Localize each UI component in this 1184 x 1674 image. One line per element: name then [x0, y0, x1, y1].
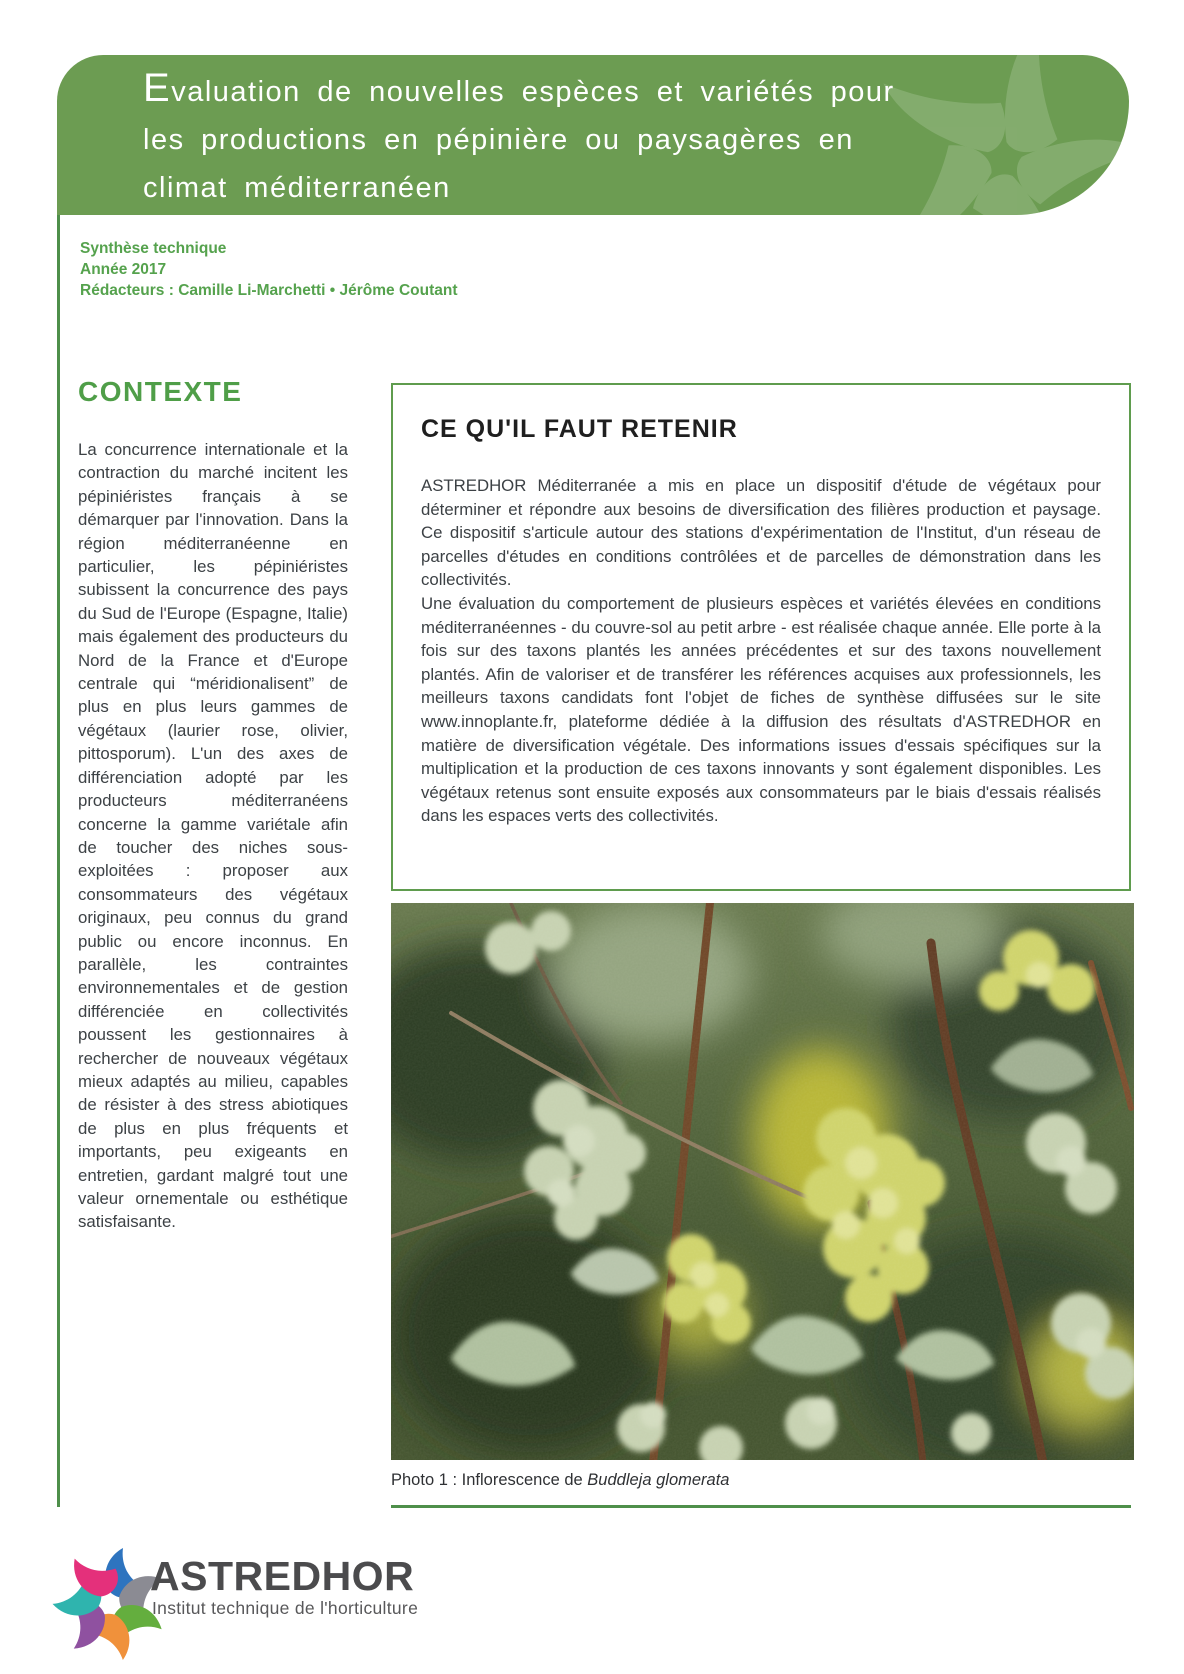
photo-caption	[391, 1471, 1131, 1490]
title-line-3: climat méditerranéen	[143, 172, 451, 204]
document-meta	[80, 238, 680, 301]
photo-caption-species: Buddleja glomerata	[587, 1471, 730, 1489]
plant-photo-illustration	[391, 903, 1134, 1460]
title-line-1: Evaluation de nouvelles espèces et variétés pour	[143, 66, 895, 110]
logo-wordmark: ASTREDHOR	[150, 1553, 415, 1599]
left-vertical-rule	[57, 215, 60, 1507]
key-points-paragraph-2: Une évaluation du comportement de plusieurs espèces et variétés élevées en conditions méditerranéennes - du couvre-sol au petit arbre - est réalisée chaque année. Elle porte à la fois sur des taxons plantés les années précédentes et sur des taxons nouvellement plantés. Afin de valoriser et de transférer les références acquises aux professionnels, les meilleurs taxons candidats font l'objet de fiches de synthèse diffusées sur le site www.innoplante.fr, plateforme dédiée à la diffusion des résultats d'ASTREDHOR en matière de diversification végétale. Des informations issues d'essais spécifiques sur la multiplication et la production de ces taxons innovants y sont également disponibles. Les végétaux retenus sont ensuite exposés aux consommateurs par le biais d'essais réalisés dans les espaces verts des collectivités.	[421, 593, 1101, 826]
meta-authors: Rédacteurs : Camille Li-Marchetti • Jérôme Coutant	[80, 282, 458, 299]
key-points-text	[421, 474, 1101, 828]
context-heading: CONTEXTE	[78, 376, 243, 407]
title-banner	[57, 55, 1129, 215]
bottom-horizontal-rule	[391, 1505, 1131, 1508]
key-points-paragraph-1: ASTREDHOR Méditerranée a mis en place un dispositif d'étude de végétaux pour déterminer et répondre aux besoins de diversification des filières production et paysage. Ce dispositif s'articule autour des stations d'expérimentation de l'Institut, d'un réseau de parcelles d'études en conditions contrôlées et de parcelles de démonstration dans les collectivités.	[421, 476, 1101, 590]
meta-doc-type: Synthèse technique	[80, 240, 227, 257]
photo-caption-prefix: Photo 1 : Inflorescence de	[391, 1471, 588, 1489]
key-points-heading: CE QU'IL FAUT RETENIR	[421, 415, 738, 443]
key-points-box	[391, 383, 1131, 891]
photo-buddleja-glomerata	[391, 903, 1134, 1460]
document-title	[143, 64, 979, 212]
context-paragraph: La concurrence internationale et la contraction du marché incitent les pépiniéristes français à se démarquer par l'innovation. Dans la région méditerranéenne en particulier, les pépiniéristes subissent la concurrence des pays du Sud de l'Europe (Espagne, Italie) mais également des producteurs du Nord de la France et d'Europe centrale qui “méridionalisent” de plus en plus leurs gammes de végétaux (laurier rose, olivier, pittosporum). L'un des axes de différenciation adopté par les producteurs méditerranéens concerne la gamme variétale afin de toucher des niches sous-exploitées : proposer aux consommateurs des végétaux originaux, peu connus du grand public ou encore inconnus. En parallèle, les contraintes environnementales et de gestion différenciée en collectivités poussent les gestionnaires à rechercher de nouveaux végétaux mieux adaptés au milieu, capables de résister à des stress abiotiques de plus en plus fréquents et importants, peu exigeants en entretien, gardant malgré tout une valeur ornementale ou esthétique satisfaisante.	[78, 440, 348, 1232]
title-line-2: les productions en pépinière ou paysagères en	[143, 124, 854, 156]
logo-tagline: Institut technique de l'horticulture	[152, 1598, 419, 1618]
meta-year: Année 2017	[80, 261, 167, 278]
